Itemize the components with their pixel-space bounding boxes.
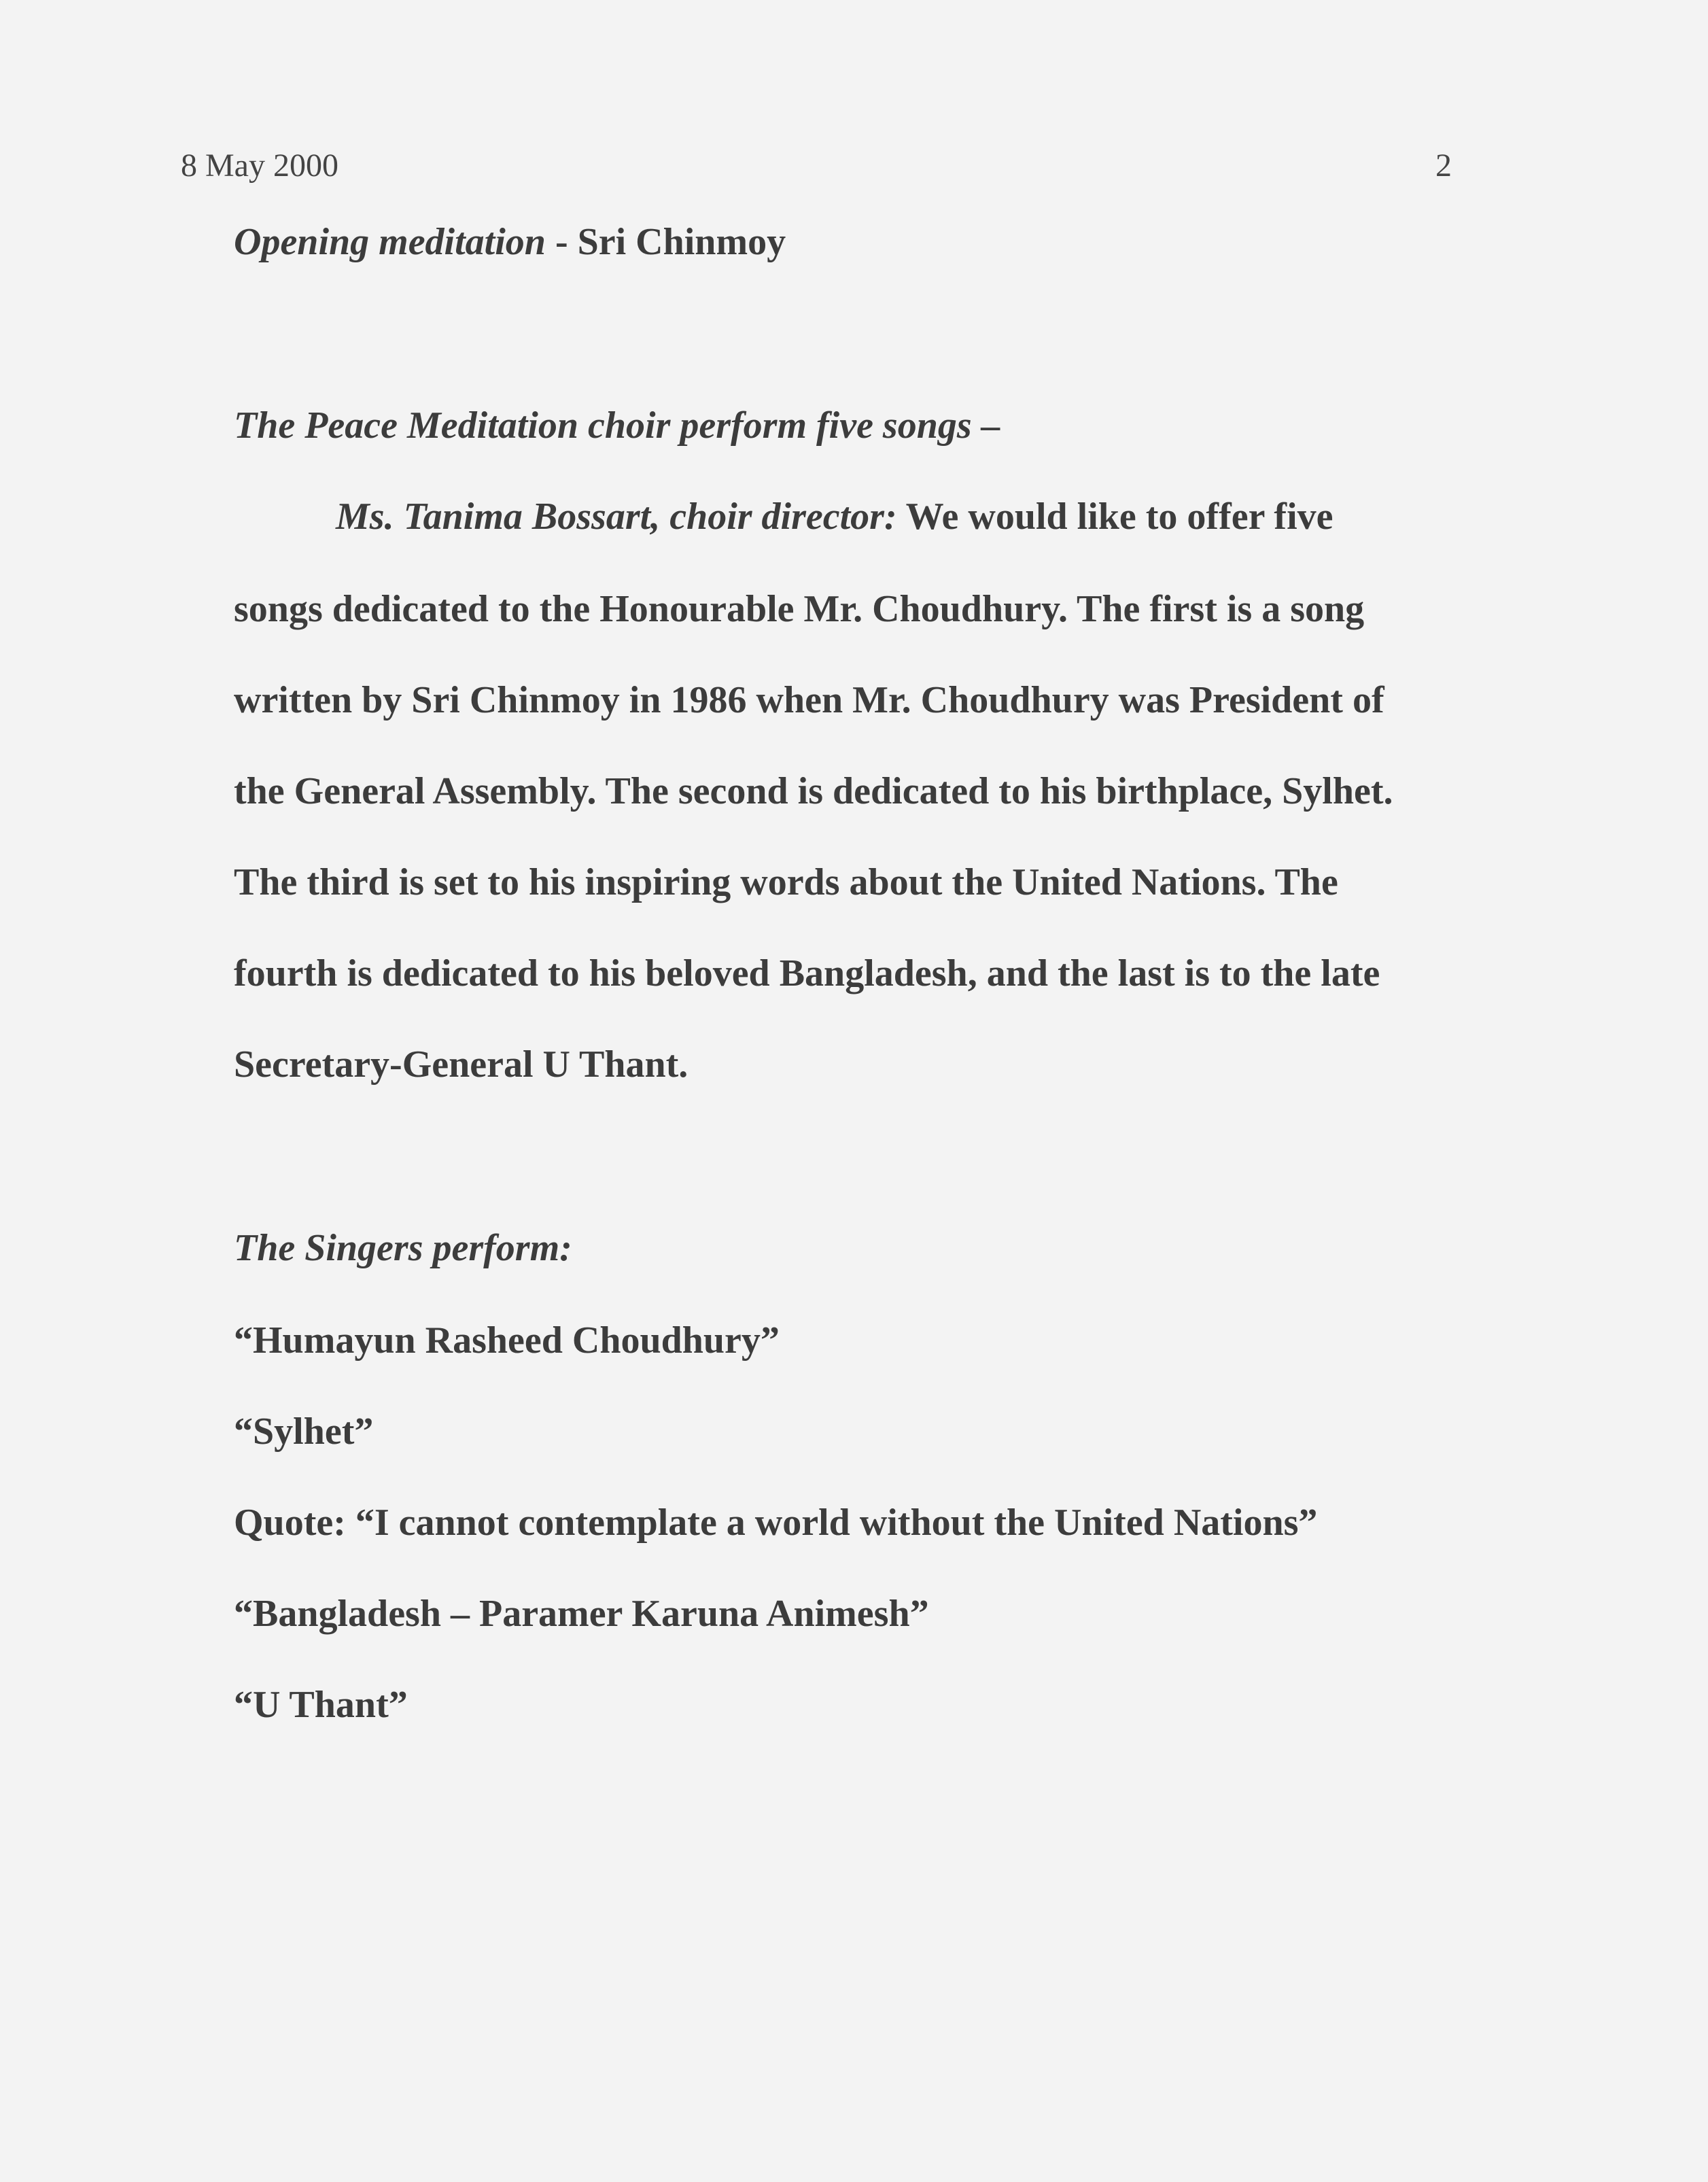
opening-separator: -: [545, 221, 578, 263]
opening-label: Opening meditation: [234, 221, 546, 263]
speech-line-5: The third is set to his inspiring words about the United Nations. The: [234, 861, 1338, 903]
opening-name: Sri Chinmoy: [577, 221, 786, 263]
speaker-name: Ms. Tanima Bossart, choir director:: [336, 496, 897, 538]
header-date: 8 May 2000: [181, 148, 338, 184]
speech-line-2: songs dedicated to the Honourable Mr. Choudhury. The first is a song: [234, 588, 1365, 630]
speech-line-3: written by Sri Chinmoy in 1986 when Mr. Choudhury was President of: [234, 679, 1384, 721]
speech-line-1: [336, 492, 1334, 541]
speech-text: We would like to offer five: [896, 496, 1334, 538]
speech-line-6: fourth is dedicated to his beloved Bangladesh, and the last is to the late: [234, 952, 1380, 994]
singers-heading: The Singers perform:: [234, 1227, 572, 1269]
quote-item: Quote: “I cannot contemplate a world without the United Nations”: [234, 1502, 1318, 1544]
speech-line-4: the General Assembly. The second is dedicated to his birthplace, Sylhet.: [234, 770, 1393, 812]
page-number: 2: [1435, 148, 1452, 184]
speech-line-7: Secretary-General U Thant.: [234, 1043, 689, 1086]
choir-heading: The Peace Meditation choir perform five songs –: [234, 404, 1000, 447]
song-item: “U Thant”: [234, 1684, 408, 1726]
song-item: “Sylhet”: [234, 1410, 374, 1453]
opening-meditation-line: [234, 218, 786, 266]
song-item: “Humayun Rasheed Choudhury”: [234, 1319, 780, 1362]
song-item: “Bangladesh – Paramer Karuna Animesh”: [234, 1593, 929, 1635]
